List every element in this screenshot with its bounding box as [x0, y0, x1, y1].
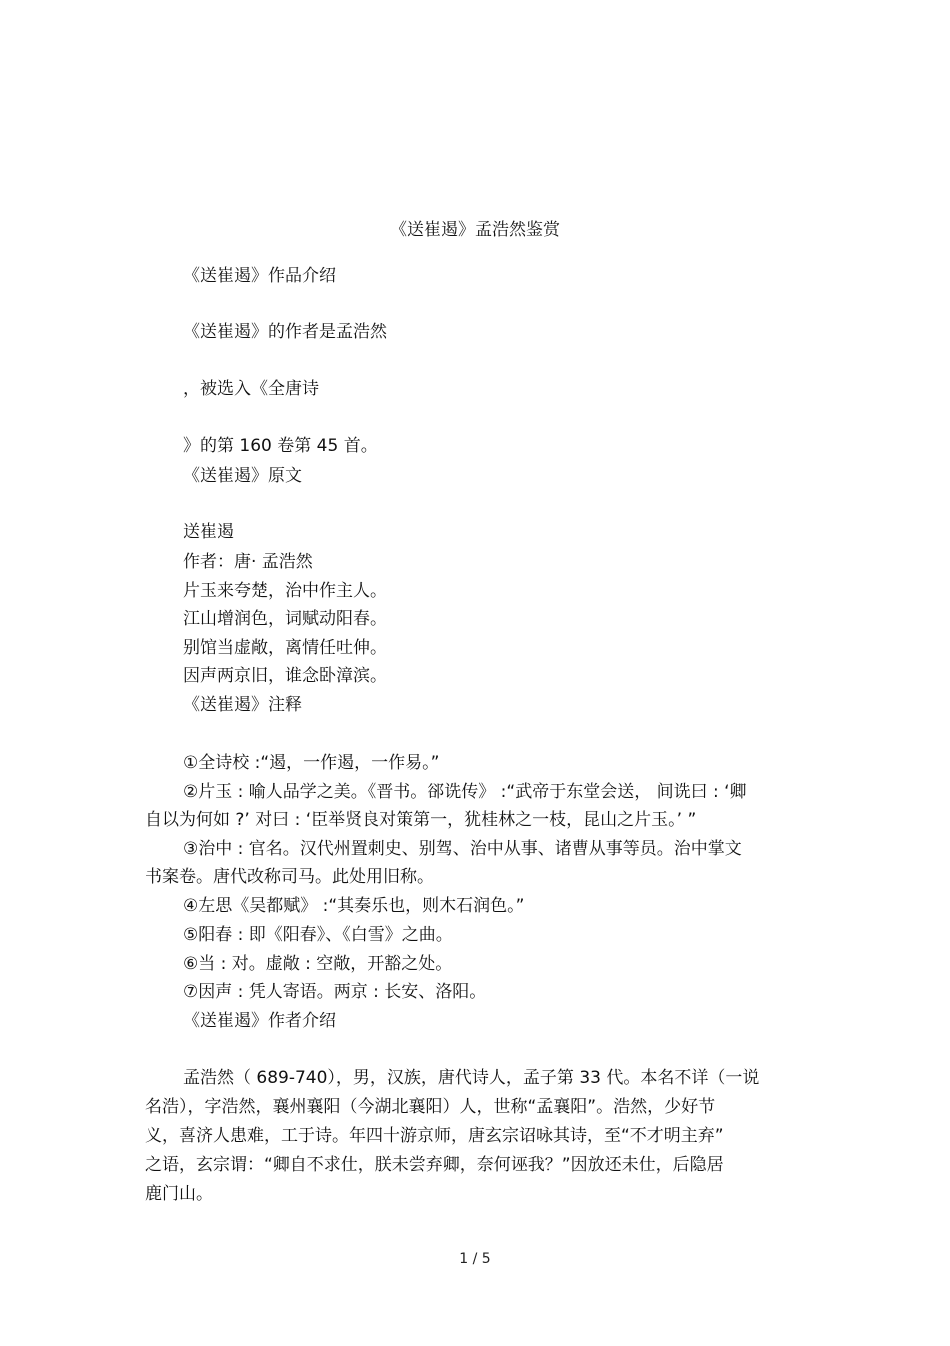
original-heading: 《送崔遏》原文 — [183, 466, 302, 486]
note-3-line-1: ③治中 : 官名。汉代州置刺史、别驾、治中从事、诸曹从事等员。治中掌文 — [183, 839, 742, 859]
author-para-line-4: 之语，玄宗谓：“卿自不求仕，朕未尝弃卿，奈何诬我？”因放还未仕，后隐居 — [145, 1155, 724, 1175]
note-6: ⑥当 : 对。虚敞 : 空敞，开豁之处。 — [183, 954, 453, 974]
page-number: 1 / 5 — [459, 1251, 491, 1267]
author-para-line-5: 鹿门山。 — [145, 1184, 213, 1204]
poem-title: 送崔遏 — [183, 522, 234, 542]
poem-verse-4: 因声两京旧，谁念卧漳滨。 — [183, 666, 387, 686]
poem-verse-3: 别馆当虚敞，离情任吐伸。 — [183, 638, 387, 658]
intro-line-2: ，被选入《全唐诗 — [183, 379, 319, 399]
note-7: ⑦因声 : 凭人寄语。两京 : 长安、洛阳。 — [183, 982, 487, 1002]
note-3-line-2: 书案卷。唐代改称司马。此处用旧称。 — [145, 867, 434, 887]
author-para-line-3: 义，喜济人患难，工于诗。年四十游京师，唐玄宗诏咏其诗，至“不才明主弃” — [145, 1126, 724, 1146]
notes-heading: 《送崔遏》注释 — [183, 695, 302, 715]
intro-line-3: 》的第 160 卷第 45 首。 — [183, 436, 378, 456]
note-2-line-2: 自以为何如 ?’ 对曰 : ‘臣举贤良对策第一，犹桂林之一枝，昆山之片玉。’ ” — [145, 810, 697, 830]
poem-author: 作者：唐· 孟浩然 — [183, 552, 313, 572]
intro-line-1: 《送崔遏》的作者是孟浩然 — [183, 322, 387, 342]
intro-heading: 《送崔遏》作品介绍 — [183, 266, 336, 286]
note-2-line-1: ②片玉 : 喻人品学之美。《晋书。郤诜传》 :“武帝于东堂会送， 间诜曰 : ‘卿 — [183, 782, 747, 802]
author-heading: 《送崔遏》作者介绍 — [183, 1011, 336, 1031]
poem-verse-2: 江山增润色，词赋动阳春。 — [183, 609, 387, 629]
author-para-line-2: 名浩），字浩然，襄州襄阳（今湖北襄阳）人，世称“孟襄阳”。浩然，少好节 — [145, 1097, 716, 1117]
poem-verse-1: 片玉来夸楚，治中作主人。 — [183, 581, 387, 601]
note-5: ⑤阳春 : 即《阳春》、《白雪》之曲。 — [183, 925, 453, 945]
author-para-line-1: 孟浩然（ 689-740），男，汉族，唐代诗人，孟子第 33 代。本名不详（一说 — [183, 1068, 760, 1088]
note-4: ④左思《吴都赋》 :“其奏乐也，则木石润色。” — [183, 896, 525, 916]
document-title: 《送崔遏》孟浩然鉴赏 — [390, 220, 560, 240]
note-1: ①全诗校 :“遏，一作遏，一作易。” — [183, 753, 440, 773]
